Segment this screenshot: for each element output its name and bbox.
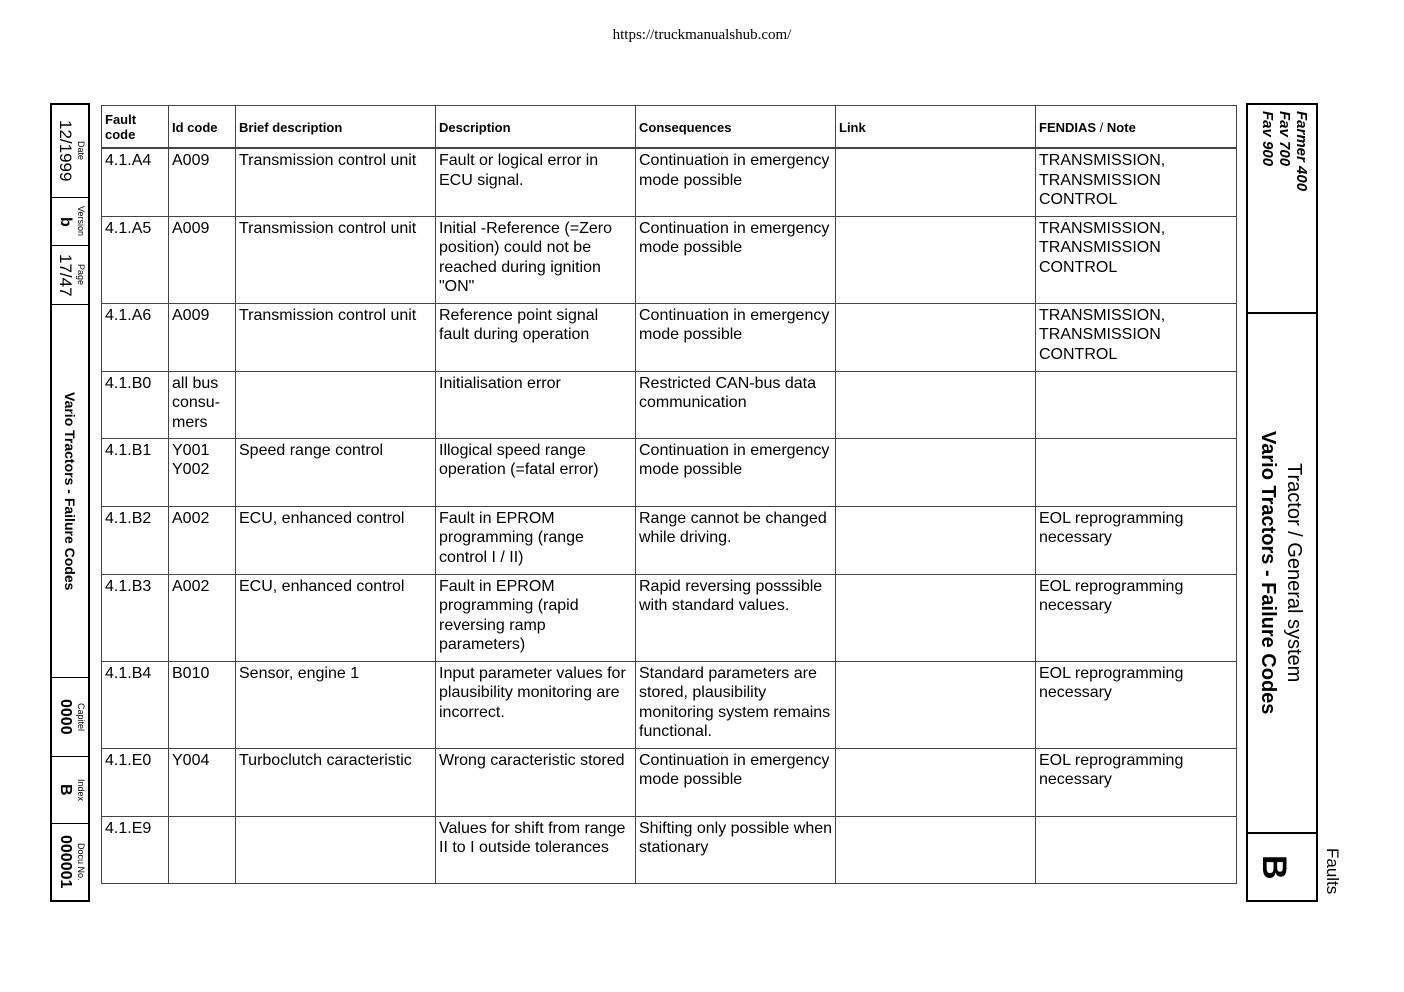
document-title-cell [52,305,88,678]
right-info-strip [1246,103,1318,902]
cell-consequences: Range cannot be changed while driving. [636,506,836,574]
failure-codes-table [101,105,1237,884]
cell-consequences: Rapid reversing posssible with standard values. [636,574,836,661]
table-row [102,148,1237,216]
model-name: Farmer 400 [1293,111,1310,192]
cell-note: TRANSMISSION, TRANSMISSION CONTROL [1036,303,1237,371]
cell-note: EOL reprogramming necessary [1036,661,1237,748]
section-title: Vario Tractors - Failure Codes [1257,431,1279,715]
cell-description: Values for shift from range II to I outside tolerances [436,816,636,883]
cell-description: Reference point signal fault during operation [436,303,636,371]
cell-id-code: Y004 [169,748,236,816]
cell-consequences: Shifting only possible when stationary [636,816,836,883]
cell-fault-code: 4.1.B2 [102,506,169,574]
cell-brief [236,816,436,883]
table-row [102,216,1237,303]
cell-fault-code: 4.1.E9 [102,816,169,883]
source-url: https://truckmanualshub.com/ [612,27,792,43]
cell-description: Input parameter values for plausibility monitoring are incorrect. [436,661,636,748]
chapter-label: Capitel [76,702,86,731]
page-value: 17/47 [56,253,75,297]
table-row [102,574,1237,661]
cell-link [836,148,1036,216]
cell-link [836,438,1036,506]
cell-brief: ECU, enhanced control [236,574,436,661]
cell-description: Wrong caracteristic stored [436,748,636,816]
table-row [102,661,1237,748]
page-label: Page [76,264,86,286]
cell-note [1036,816,1237,883]
cell-id-code: B010 [169,661,236,748]
cell-id-code [169,816,236,883]
cell-description: Illogical speed range operation (=fatal error) [436,438,636,506]
index-cell [52,757,88,824]
cell-fault-code: 4.1.E0 [102,748,169,816]
cell-brief: Transmission control unit [236,216,436,303]
header-link: Link [836,106,1036,149]
cell-consequences: Restricted CAN-bus data communication [636,371,836,438]
cell-id-code: A002 [169,506,236,574]
cell-note [1036,371,1237,438]
header-fault-code: Fault code [102,106,169,149]
version-cell [52,198,88,246]
cell-description: Initialisation error [436,371,636,438]
model-name: Fav 700 [1276,111,1293,167]
docu-label: Docu No. [76,843,86,881]
table-row [102,303,1237,371]
cell-fault-code: 4.1.A4 [102,148,169,216]
header-fendias-note: FENDIAS / Note [1036,106,1237,149]
cell-brief: ECU, enhanced control [236,506,436,574]
header-consequences: Consequences [636,106,836,149]
cell-note: EOL reprogramming necessary [1036,506,1237,574]
docu-cell [52,824,88,900]
header-description: Description [436,106,636,149]
docu-value: 000001 [57,835,74,889]
cell-fault-code: 4.1.B0 [102,371,169,438]
index-letter-cell [1248,834,1316,900]
cell-id-code: A009 [169,303,236,371]
version-value: b [57,216,74,227]
cell-note: TRANSMISSION, TRANSMISSION CONTROL [1036,216,1237,303]
section-title-cell [1248,314,1316,834]
table-row [102,748,1237,816]
cell-link [836,216,1036,303]
document-title: Vario Tractors - Failure Codes [62,391,78,591]
cell-link [836,574,1036,661]
version-label: Version [76,206,86,237]
cell-fault-code: 4.1.B4 [102,661,169,748]
cell-consequences: Standard parameters are stored, plausibility monitoring system remains functional. [636,661,836,748]
cell-brief [236,371,436,438]
header-brief-description: Brief description [236,106,436,149]
cell-description: Fault in EPROM programming (rapid reversing ramp parameters) [436,574,636,661]
model-name: Fav 900 [1259,111,1276,167]
cell-fault-code: 4.1.B3 [102,574,169,661]
cell-link [836,748,1036,816]
cell-brief: Transmission control unit [236,303,436,371]
chapter-value: 0000 [57,699,74,735]
cell-consequences: Continuation in emergency mode possible [636,438,836,506]
index-label: Index [76,778,86,802]
cell-consequences: Continuation in emergency mode possible [636,216,836,303]
cell-brief: Turboclutch caracteristic [236,748,436,816]
table-header-row [102,106,1237,149]
model-list [1259,111,1310,191]
date-value: 12/1999 [56,120,75,182]
system-name: Tractor / General system [1283,463,1305,683]
cell-link [836,303,1036,371]
index-letter: B [1255,854,1293,880]
cell-link [836,371,1036,438]
cell-brief: Speed range control [236,438,436,506]
cell-link [836,506,1036,574]
cell-link [836,661,1036,748]
model-list-cell [1248,105,1316,314]
left-info-strip [50,103,90,902]
table-row [102,371,1237,438]
header-id-code: Id code [169,106,236,149]
cell-consequences: Continuation in emergency mode possible [636,303,836,371]
faults-side-label: Faults [1323,848,1342,895]
cell-note: TRANSMISSION, TRANSMISSION CONTROL [1036,148,1237,216]
date-label: Date [76,141,86,161]
date-cell [52,105,88,198]
cell-fault-code: 4.1.A6 [102,303,169,371]
page-cell [52,246,88,305]
cell-link [836,816,1036,883]
cell-note: EOL reprogramming necessary [1036,574,1237,661]
cell-brief: Sensor, engine 1 [236,661,436,748]
cell-consequences: Continuation in emergency mode possible [636,748,836,816]
cell-id-code: A009 [169,148,236,216]
cell-id-code: A002 [169,574,236,661]
cell-fault-code: 4.1.B1 [102,438,169,506]
cell-fault-code: 4.1.A5 [102,216,169,303]
cell-description: Fault in EPROM programming (range control I / II) [436,506,636,574]
cell-id-code: Y001 Y002 [169,438,236,506]
index-value: B [57,784,74,796]
cell-note [1036,438,1237,506]
cell-description: Initial -Reference (=Zero position) could not be reached during ignition "ON" [436,216,636,303]
table-row [102,816,1237,883]
cell-consequences: Continuation in emergency mode possible [636,148,836,216]
cell-note: EOL reprogramming necessary [1036,748,1237,816]
cell-id-code: A009 [169,216,236,303]
chapter-cell [52,678,88,757]
table-row [102,506,1237,574]
cell-brief: Transmission control unit [236,148,436,216]
table-row [102,438,1237,506]
cell-description: Fault or logical error in ECU signal. [436,148,636,216]
cell-id-code: all bus consu-mers [169,371,236,438]
